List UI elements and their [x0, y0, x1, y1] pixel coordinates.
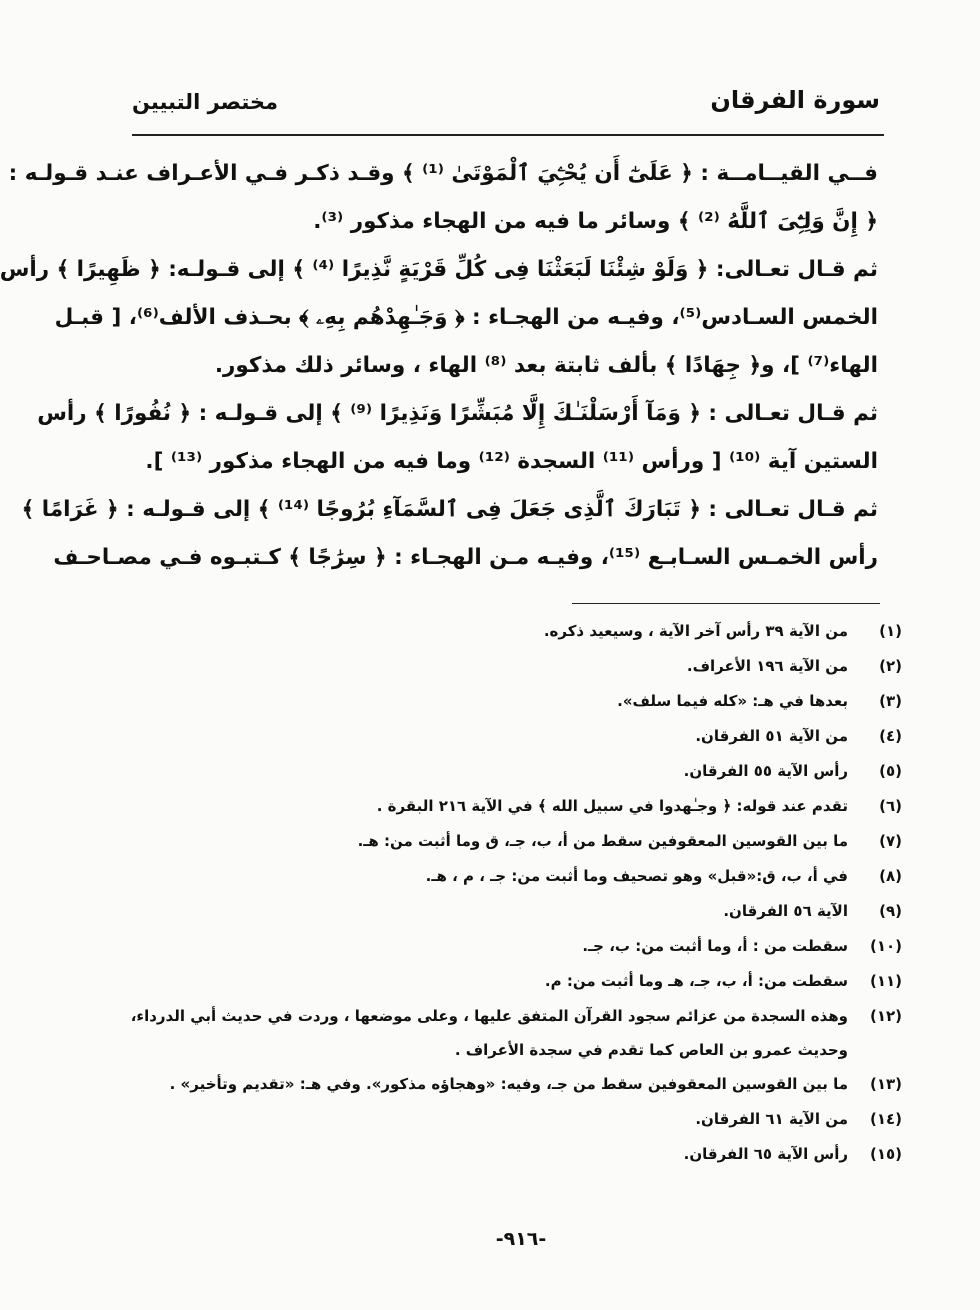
- footnote: [132, 789, 902, 824]
- footnote-separator: [572, 603, 880, 604]
- text-line: رأس الخمـس السـابـع ⁽¹⁵⁾، وفيـه مـن الهجـاء : ﴿ سِرَٰجًا ﴾ كـتبـوه فـي مصـاحـف: [53, 545, 878, 570]
- footnote-number: (١): [879, 622, 902, 640]
- text-line: فــي القيــامــة : ﴿ عَلَىٰٓ أَن يُحْـِۧيَ ٱلْمَوْتَىٰ ⁽¹⁾ ﴾ وقـد ذكـر فـي الأعـراف عنـد قـولـه :: [8, 161, 878, 186]
- footnote-continuation: وحديث عمرو بن العاص كما تقدم في سجدة الأعراف .: [454, 1041, 848, 1059]
- footnote-text: سقطت من : أ، وما أثبت من: ب، جـ.: [582, 937, 848, 955]
- footnote: [132, 614, 902, 649]
- footnote: [132, 999, 902, 1034]
- footnote-text: الآية ٥٦ الفرقان.: [723, 902, 848, 920]
- footnote-number: (٦): [879, 797, 902, 815]
- footnote-text: ما بين القوسين المعقوفين سقط من جـ، وفيه: «وهجاؤه مذكور». وفي هـ: «تقديم وتأخير» .: [169, 1075, 848, 1093]
- footnote-number: (٨): [879, 867, 902, 885]
- surah-title: سورة الفرقان: [710, 86, 880, 114]
- footnote: [132, 684, 902, 719]
- footnote-number: (٣): [879, 692, 902, 710]
- footnote: [132, 649, 902, 684]
- main-text: [0, 150, 878, 582]
- footnote: [132, 1102, 902, 1137]
- text-line: الهاء⁽⁷⁾ ]، و﴿ جِهَادًا ﴾ بألف ثابتة بعد ⁽⁸⁾ الهاء ، وسائر ذلك مذكور.: [214, 353, 878, 378]
- footnote: [132, 894, 902, 929]
- text-line: ثم قـال تعـالى : ﴿ وَمَآ أَرْسَلْنَـٰكَ إِلَّا مُبَشِّرًا وَنَذِيرًا ⁽⁹⁾ ﴾ إلى قـولـه : ﴿ نُفُورًا ﴾ رأس: [37, 401, 878, 426]
- running-header: [132, 86, 880, 130]
- page-number: -٩١٦-: [495, 1228, 547, 1250]
- text-line: ﴿ إِنَّ وَلِـِّۧىَ ٱللَّهُ ⁽²⁾ ﴾ وسائر ما فيه من الهجاء مذكور ⁽³⁾.: [313, 209, 878, 234]
- text-line: الخمس السـادس⁽⁵⁾، وفيـه من الهجـاء : ﴿ وَجَـٰهِدْهُم بِهِۦ ﴾ بحـذف الألف⁽⁶⁾، [ قبـل: [54, 305, 878, 330]
- footnote-number: (١٥): [869, 1145, 902, 1163]
- footnote: [132, 1067, 902, 1102]
- text-line: الستين آية ⁽¹⁰⁾ [ ورأس ⁽¹¹⁾ السجدة ⁽¹²⁾ وما فيه من الهجاء مذكور ⁽¹³⁾ ].: [145, 449, 878, 474]
- footnote-text: ما بين القوسين المعقوفين سقط من أ، ب، جـ، ق وما أثبت من: هـ.: [357, 832, 848, 850]
- footnote: [132, 1137, 902, 1172]
- footnote: [132, 859, 902, 894]
- footnote-text: من الآية ٦١ الفرقان.: [695, 1110, 848, 1128]
- text-line: ثم قـال تعـالى : ﴿ تَبَارَكَ ٱلَّذِى جَعَلَ فِى ٱلسَّمَآءِ بُرُوجًا ⁽¹⁴⁾ ﴾ إلى قـولـه : ﴿ غَرَامًا ﴾: [21, 497, 878, 522]
- footnote-text: من الآية ١٩٦ الأعراف.: [686, 657, 848, 675]
- footnote-text: تقدم عند قوله: ﴿ وجـٰهدوا في سبيل الله ﴾ في الآية ٢١٦ البقرة .: [376, 797, 848, 815]
- footnote-number: (٢): [879, 657, 902, 675]
- footnote-number: (١٠): [869, 937, 902, 955]
- footnote-text: سقطت من: أ، ب، جـ، هـ وما أثبت من: م.: [544, 972, 848, 990]
- footnote: [132, 719, 902, 754]
- footnote-number: (١٤): [869, 1110, 902, 1128]
- footnote-text: من الآية ٣٩ رأس آخر الآية ، وسيعيد ذكره.: [543, 622, 848, 640]
- footnote-number: (٤): [879, 727, 902, 745]
- footnote: [132, 824, 902, 859]
- text-line: ثم قـال تعـالى: ﴿ وَلَوْ شِئْنَا لَبَعَثْنَا فِى كُلِّ قَرْيَةٍ نَّذِيرًا ⁽⁴⁾ ﴾ إلى قـولـه: ﴿ ظَهِيرًا ﴾ رأس: [0, 257, 878, 282]
- footnote-number: (١١): [869, 972, 902, 990]
- footnote-text: رأس الآية ٦٥ الفرقان.: [683, 1145, 848, 1163]
- footnote-number: (٥): [879, 762, 902, 780]
- footnotes: [132, 614, 902, 1172]
- footnote-text: في أ، ب، ق:«قبل» وهو تصحيف وما أثبت من: جـ ، م ، هـ.: [425, 867, 848, 885]
- book-title: مختصر التبيين: [132, 90, 279, 114]
- footnote: [132, 929, 902, 964]
- footnote: [132, 754, 902, 789]
- footnote-number: (١٣): [869, 1075, 902, 1093]
- footnote-text: وهذه السجدة من عزائم سجود القرآن المتفق عليها ، وعلى موضعها ، وردت في حديث أبي الدرداء،: [130, 1007, 848, 1025]
- header-rule: [132, 134, 884, 136]
- footnote: [132, 964, 902, 999]
- footnote-number: (٩): [879, 902, 902, 920]
- footnote-number: (١٢): [869, 1007, 902, 1025]
- footnote-text: رأس الآية ٥٥ الفرقان.: [683, 762, 848, 780]
- footnote-text: من الآية ٥١ الفرقان.: [695, 727, 848, 745]
- footnote-number: (٧): [879, 832, 902, 850]
- footnote-text: بعدها في هـ: «كله فيما سلف».: [617, 692, 848, 710]
